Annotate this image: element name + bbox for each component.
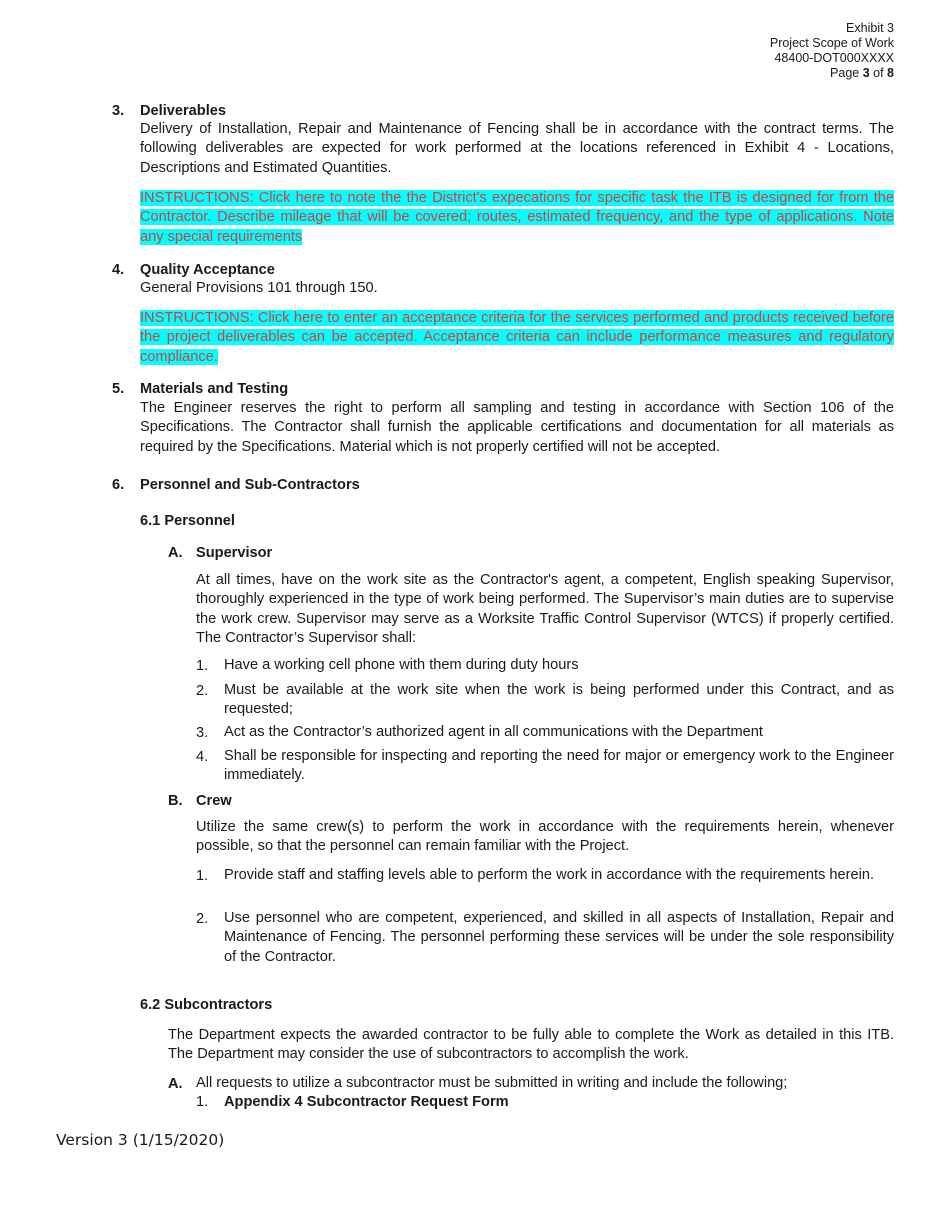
section-4-instructions[interactable]: INSTRUCTIONS: Click here to enter an acceptance criteria for the services performed and products received before the project deliverables can be accepted. Acceptance criteria can include performance measures and regulatory compliance. — [140, 310, 894, 365]
subsection-6-2-title: 6.2 Subcontractors — [140, 997, 273, 1013]
list-item-number: 3. — [196, 725, 209, 741]
section-3-instructions[interactable]: INSTRUCTIONS: Click here to note the the District's expecations for specific task the ITB is designed for from the Contractor. Describe mileage that will be covered; routes, estimated frequency, and the type of applications. Note any special requirements — [140, 190, 894, 245]
subcontractors-letter: A. — [168, 1076, 183, 1092]
list-item: Provide staff and staffing levels able to perform the work in accordance with the requirements herein. — [224, 867, 875, 883]
supervisor-text: At all times, have on the work site as the Contractor's agent, a competent, English speaking Supervisor, thoroughly experienced in the type of work being performed. The Supervisor’s main duties are to supervise the work crew. Supervisor may serve as a Worksite Traffic Control Supervisor (WTCS) if properly certified. The Contractor’s Supervisor shall: — [196, 572, 894, 647]
section-3-number: 3. — [112, 103, 125, 119]
version-footer: Version 3 (1/15/2020) — [56, 1131, 225, 1149]
list-item-number: 2. — [196, 683, 209, 699]
subcontractors-text: The Department expects the awarded contractor to be fully able to complete the Work as detailed in this ITB. The Department may consider the use of subcontractors to accomplish the work. — [168, 1027, 894, 1063]
crew-text: Utilize the same crew(s) to perform the work in accordance with the requirements herein, whenever possible, so that the personnel can remain familiar with the Project. — [196, 819, 894, 855]
crew-letter: B. — [168, 793, 183, 809]
section-4-number: 4. — [112, 262, 125, 278]
section-5-number: 5. — [112, 381, 125, 397]
crew-title: Crew — [196, 793, 232, 809]
section-5-title: Materials and Testing — [140, 381, 289, 397]
section-4-text: General Provisions 101 through 150. — [140, 280, 378, 296]
page-number: Page 3 of 8 — [830, 66, 894, 80]
section-5-text: The Engineer reserves the right to perform all sampling and testing in accordance with Section 106 of the Specifications. The Contractor shall furnish the applicable certifications and documentation for all materials as required by the Specifications. Material which is not properly certified will not be accepted. — [140, 400, 894, 455]
list-item-number: 1. — [196, 868, 209, 884]
section-4-title: Quality Acceptance — [140, 262, 275, 278]
subcontractors-request-text: All requests to utilize a subcontractor must be submitted in writing and include the following; — [196, 1075, 788, 1091]
list-item-number: 1. — [196, 658, 209, 674]
section-6-number: 6. — [112, 477, 125, 493]
supervisor-letter: A. — [168, 545, 183, 561]
page-header — [770, 21, 894, 81]
list-item-number: 2. — [196, 911, 209, 927]
list-item-number: 4. — [196, 749, 209, 765]
list-item: Have a working cell phone with them during duty hours — [224, 657, 579, 673]
document-number: 48400-DOT000XXXX — [774, 51, 894, 65]
list-item: Shall be responsible for inspecting and reporting the need for major or emergency work to the Engineer immediately. — [224, 748, 894, 784]
list-item: Use personnel who are competent, experienced, and skilled in all aspects of Installation, Repair and Maintenance of Fencing. The personnel performing these services will be under the sole responsibility of the Contractor. — [224, 910, 894, 965]
list-item: Must be available at the work site when the work is being performed under this Contract, and as requested; — [224, 682, 894, 718]
list-item: Act as the Contractor’s authorized agent in all communications with the Department — [224, 724, 763, 740]
section-3-title: Deliverables — [140, 103, 226, 119]
section-3-text: Delivery of Installation, Repair and Maintenance of Fencing shall be in accordance with the contract terms. The following deliverables are expected for work performed at the locations referenced in Exhibit 4 - Locations, Descriptions and Estimated Quantities. — [140, 121, 894, 176]
document-title: Project Scope of Work — [769, 36, 894, 50]
supervisor-title: Supervisor — [196, 545, 273, 561]
subcontractor-request-form: Appendix 4 Subcontractor Request Form — [224, 1094, 509, 1110]
exhibit-label: Exhibit 3 — [846, 21, 894, 35]
subsection-6-1-title: 6.1 Personnel — [140, 513, 235, 529]
list-item-number: 1. — [196, 1094, 209, 1110]
section-6-title: Personnel and Sub-Contractors — [140, 477, 360, 493]
